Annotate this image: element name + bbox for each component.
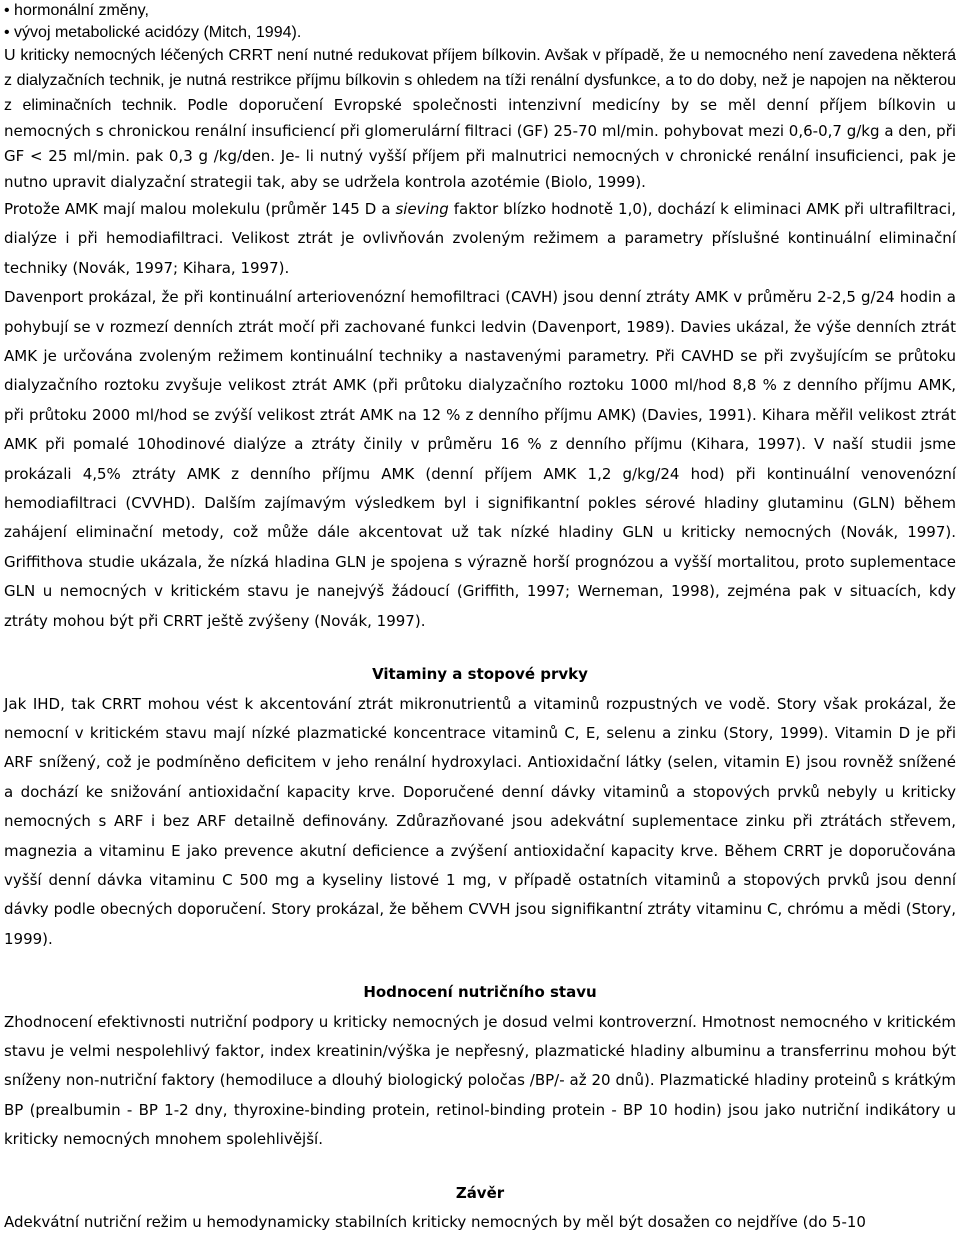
bullet-list [4, 0, 956, 44]
paragraph-conclusion: Adekvátní nutriční režim u hemodynamicky stabilních kriticky nemocných by měl být dosažen co nejdříve (do 5-10 [4, 1213, 866, 1231]
paragraph-amk-text-1: Protože AMK mají malou molekulu (průměr 145 D a [4, 200, 396, 218]
paragraph-crrt-protein [4, 44, 956, 195]
spacer [4, 1155, 956, 1179]
list-item: • hormonální změny, [4, 0, 956, 22]
paragraph-crrt-protein-b: Podle doporučení Evropské společnosti intenzivní medicíny by se měl denní příjem bílkovin u nemocných s chronickou renální insuficiencí při glomerulární filtraci (GF) 25-70 ml/min. pohybovat mezi 0,6-0,7 g/kg a den, při GF < 25 ml/min. pak 0,3 g /kg/den. Je- li nutný vyšší příjem při malnutrici nemocných v chronické renální insuficienci, pak je nutno upravit dialyzační strategii tak, aby se udržela kontrola azotémie (Biolo, 1999). [4, 96, 956, 191]
paragraph-nutrition: Zhodnocení efektivnosti nutriční podpory u kriticky nemocných je dosud velmi kontroverzní. Hmotnost nemocného v kritickém stavu je velmi nespolehlivý faktor, index kreatinin/výška je nepřesný, plazmatické hladiny albuminu a transferrinu mohou být sníženy non-nutriční faktory (hemodiluce a dlouhý biologický poločas /BP/- až 20 dnů). Plazmatické hladiny proteinů s krátkým BP (prealbumin - BP 1-2 dny, thyroxine-binding protein, retinol-binding protein - BP 10 hodin) jsou jako nutriční indikátory u kriticky nemocných mnohem spolehlivější. [4, 1012, 956, 1149]
paragraph-amk-text-2: faktor blízko hodnotě 1,0), dochází k eliminaci AMK při ultrafiltraci, dialýze i při hemodiafiltraci. Velikost ztrát je ovlivňován zvoleným režimem a parametry příslušné kontinuální eliminační techniky (Novák, 1997; Kihara, 1997). [4, 200, 956, 277]
section-heading-conclusion: Závěr [455, 1183, 505, 1202]
paragraph-amk [4, 195, 956, 283]
section-heading-nutrition: Hodnocení nutričního stavu [363, 983, 597, 1002]
spacer [4, 636, 956, 660]
spacer [4, 954, 956, 978]
section-heading-vitamins: Vitaminy a stopové prvky [372, 665, 588, 684]
italic-term: sieving [395, 200, 449, 218]
paragraph-vitamins: Jak IHD, tak CRRT mohou vést k akcentování ztrát mikronutrientů a vitaminů rozpustných ve vodě. Story však prokázal, že nemocní v kritickém stavu mají nízké plazmatické koncentrace vitaminů C, E, selenu a zinku (Story, 1999). Vitamin D je při ARF snížený, což je podmíněno deficitem v jeho renální hydroxylaci. Antioxidační látky (selen, vitamin E) jsou rovněž snížené a dochází ke snižování antioxidační kapacity krve. Doporučené denní dávky vitaminů a stopových prvků nebyly u kriticky nemocných s ARF i bez ARF detailně definovány. Zdůrazňované jsou adekvátní suplementace zinku při ztrátách střevem, magnezia a vitaminu E jako prevence akutní deficience a zvýšení antioxidační kapacity krve. Během CRRT je doporučována vyšší denní dávka vitaminu C 500 mg a kyseliny listové 1 mg, v případě ostatních vitaminů a stopových prvků jsou denní dávky podle obecných doporučení. Story prokázal, že během CVVH jsou signifikantní ztráty vitaminu C, chrómu a mědi (Story, 1999). [4, 694, 956, 948]
list-item: • vývoj metabolické acidózy (Mitch, 1994). [4, 22, 956, 44]
paragraph-crrt-protein-a: U kriticky nemocných léčených CRRT není nutné redukovat příjem bílkovin. Avšak v případě, že u nemocného není zavedena některá z dialyzačních technik, je nutná restrikce příjmu bílkovin s ohledem na tíži renální dysfunkce, a to do doby, než je napojen na některou z eliminačních technik. [4, 47, 956, 114]
paragraph-davenport: Davenport prokázal, že při kontinuální arteriovenózní hemofiltraci (CAVH) jsou denní ztráty AMK v průměru 2-2,5 g/24 hodin a pohybují se v rozmezí denních ztrát močí při zachované funkci ledvin (Davenport, 1989). Davies ukázal, že výše denních ztrát AMK je určována zvoleným režimem kontinuální techniky a nastavenými parametry. Při CAVHD se při zvyšujícím se průtoku dialyzačního roztoku zvyšuje velikost ztrát AMK (při průtoku dialyzačního roztoku 1000 ml/hod 8,8 % z denního příjmu AMK, při průtoku 2000 ml/hod se zvýší velikost ztrát AMK na 12 % z denního příjmu AMK) (Davies, 1991). Kihara měřil velikost ztrát AMK při pomalé 10hodinové dialýze a ztráty činily v průměru 16 % z denního příjmu (Kihara, 1997). V naší studii jsme prokázali 4,5% ztráty AMK z denního příjmu AMK (denní příjem AMK 1,2 g/kg/24 hod) při kontinuální venovenózní hemodiafiltraci (CVVHD). Dalším zajímavým výsledkem byl i signifikantní pokles sérové hladiny glutaminu (GLN) během zahájení eliminační metody, což může dále akcentovat už tak nízké hladiny GLN u kriticky nemocných (Novák, 1997). Griffithova studie ukázala, že nízká hladina GLN je spojena s výrazně horší prognózou a vyšší mortalitou, proto suplementace GLN u nemocných v kritickém stavu je nanejvýš žádoucí (Griffith, 1997; Werneman, 1998), zejména pak v situacích, kdy ztráty mohou být při CRRT ještě zvýšeny (Novák, 1997). [4, 288, 956, 630]
